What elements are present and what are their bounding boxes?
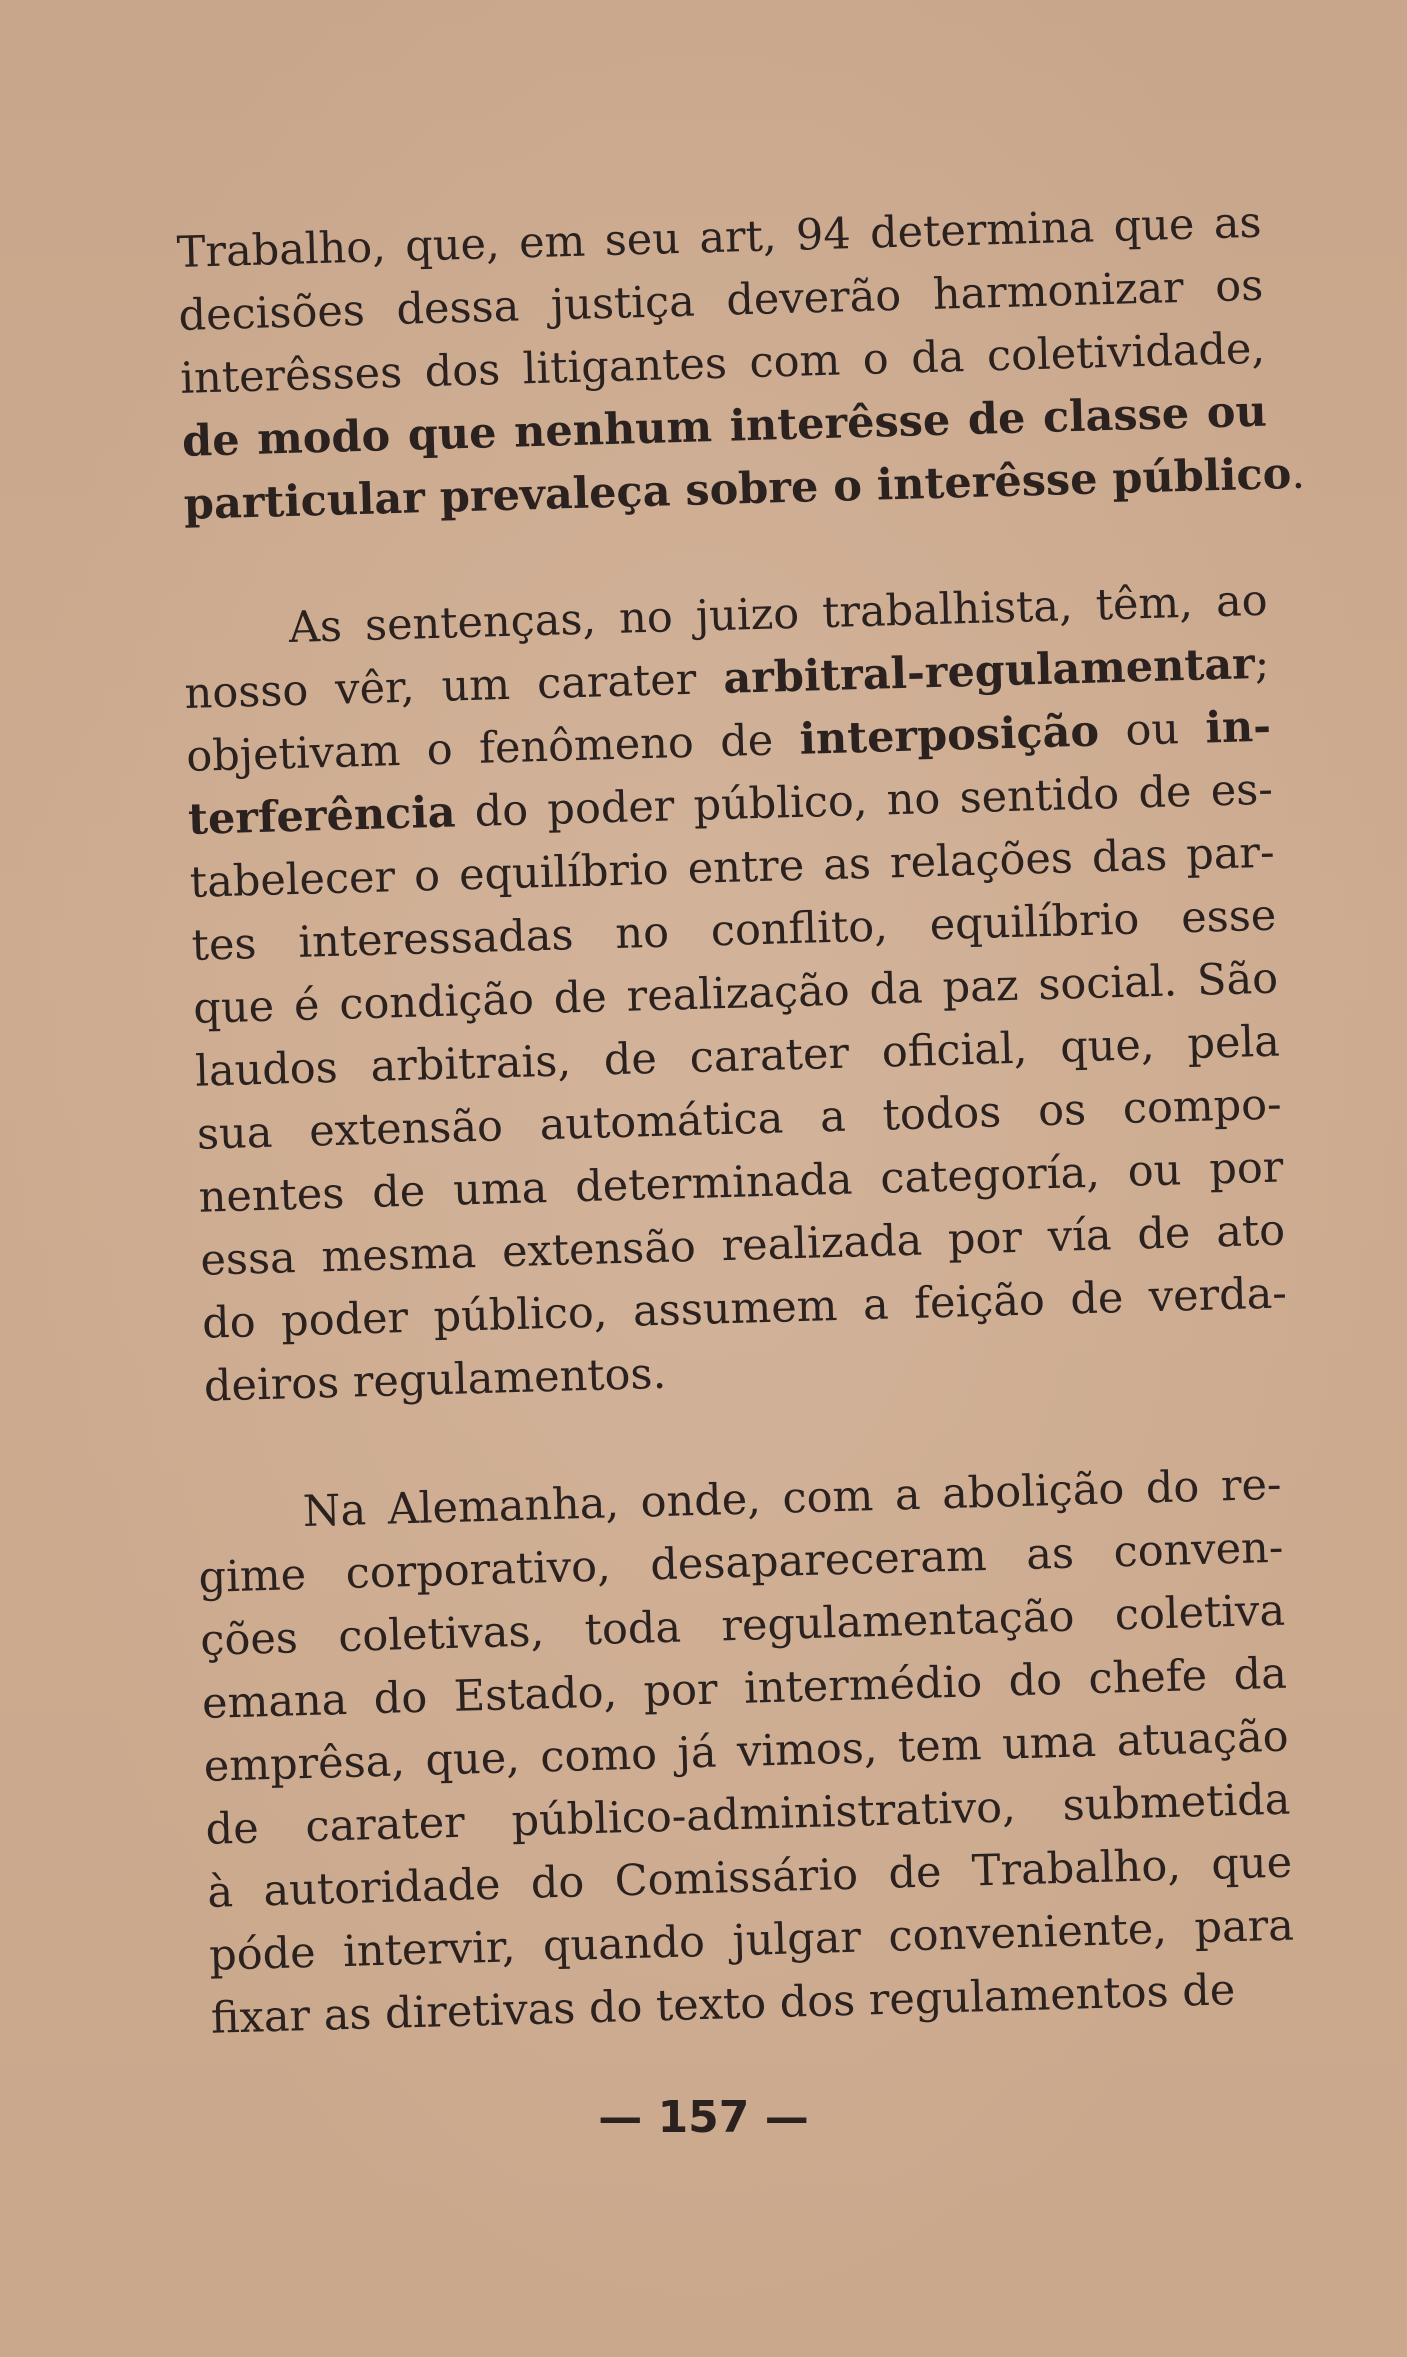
bold-text-segment: in- (1204, 701, 1272, 754)
text-segment: fixar as diretivas do texto dos regulamentos de (210, 1965, 1236, 2044)
bold-text-segment: terferência (187, 787, 457, 845)
text-segment: nosso vêr, um carater (183, 653, 725, 719)
bold-text-segment: de modo que nenhum interêsse de classe ou (181, 386, 1268, 467)
bold-text-segment: interposição (798, 706, 1100, 765)
text-segment: laudos arbitrais, de carater oficial, que, pela (194, 1016, 1281, 1097)
text-segment: decisões dessa justiça deverão harmonizar os (177, 260, 1264, 341)
text-segment: do poder público, assumem a feição de verda- (201, 1268, 1288, 1349)
text-segment: Trabalho, que, em seu art, 94 determina que as (176, 197, 1263, 278)
bold-text-segment: arbitral-regulamentar (722, 639, 1256, 704)
text-segment: do poder público, no sentido de es- (454, 764, 1274, 838)
text-segment: nentes de uma determinada categoría, ou por (197, 1142, 1284, 1223)
text-segment: As sentenças, no juizo trabalhista, têm, ao (288, 575, 1269, 654)
text-segment: tabelecer o equilíbrio entre as relações das par- (189, 827, 1276, 908)
text-segment: que é condição de realização da paz social. São (192, 953, 1279, 1034)
text-segment: ; (1254, 638, 1270, 690)
paragraph-1 (176, 192, 1306, 537)
text-segment: emprêsa, que, como já vimos, tem uma atuação (203, 1711, 1290, 1792)
text-segment: póde intervir, quando julgar conveniente, para (208, 1900, 1295, 1981)
text-segment: interêsses dos litigantes com o da coletividade, (179, 323, 1266, 404)
text-segment: ou (1098, 703, 1207, 757)
text-segment: emana do Estado, por intermédio do chefe da (201, 1648, 1288, 1729)
text-segment: Na Alemanha, onde, com a abolição do re- (302, 1459, 1283, 1538)
text-segment: . (1290, 448, 1306, 499)
text-segment: à autoridade do Comissário de Trabalho, que (206, 1837, 1293, 1918)
text-segment: deiros regulamentos. (203, 1348, 667, 1412)
text-segment: ções coletivas, toda regulamentação coletiva (199, 1585, 1286, 1666)
paragraph-3 (196, 1454, 1296, 2051)
text-segment: de carater público-administrativo, submetida (204, 1774, 1291, 1855)
text-segment: objetivam o fenômeno de (185, 714, 801, 782)
text-segment: gime corporativo, desapareceram as conven- (197, 1522, 1284, 1603)
bold-text-segment: particular prevaleça sobre o interêsse público (183, 448, 1292, 530)
text-segment: tes interessadas no conflito, equilíbrio esse (190, 890, 1277, 971)
text-segment: sua extensão automática a todos os compo- (196, 1079, 1283, 1160)
text-segment: essa mesma extensão realizada por vía de ato (199, 1205, 1286, 1286)
paragraph-2 (182, 570, 1289, 1419)
page-number: — 157 — (598, 2092, 809, 2143)
